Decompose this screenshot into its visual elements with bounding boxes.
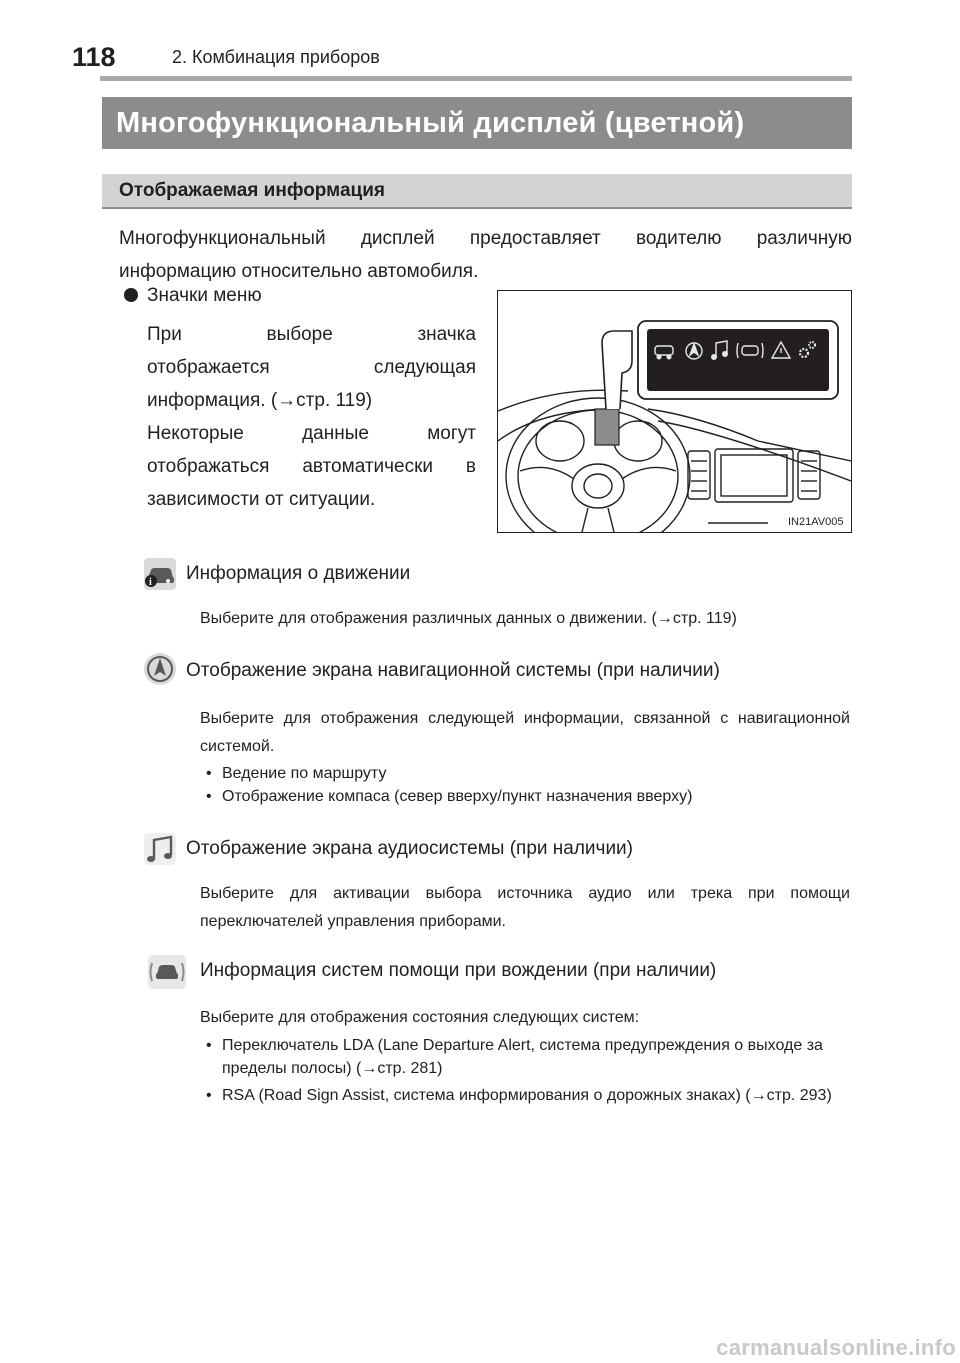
item-title: Информация о движении xyxy=(186,563,411,584)
menu-icons-heading: Значки меню xyxy=(147,285,262,306)
intro-paragraph: Многофункциональный дисплей предоставляет водителю различную информацию относительно автомобиля. xyxy=(119,228,852,282)
bullet-dot-icon xyxy=(124,288,138,302)
menu-icons-line: отображаться автоматически в xyxy=(147,456,476,477)
item-bullet-list xyxy=(200,762,850,808)
item-title: Отображение экрана навигационной системы (при наличии) xyxy=(186,660,720,681)
header-rule xyxy=(100,76,852,81)
page-number: 118 xyxy=(72,42,116,72)
driving-assist-icon xyxy=(147,954,187,995)
section-title-band xyxy=(102,97,852,149)
dashboard-illustration xyxy=(497,290,852,533)
figure-label: IN21AV005 xyxy=(788,516,844,528)
menu-icons-text xyxy=(147,318,476,516)
list-item: • Переключатель LDA (Lane Departure Alert, система предупреждения о выходе за пределы полосы) (→стр. 281) xyxy=(200,1034,850,1080)
audio-icon xyxy=(143,832,177,871)
item-description: Выберите для отображения состояния следующих систем: xyxy=(200,1009,640,1026)
list-item: • RSA (Road Sign Assist, система информирования о дорожных знаках) (→стр. 293) xyxy=(200,1084,850,1107)
subsection-title-band xyxy=(102,174,852,209)
svg-text:i: i xyxy=(149,577,152,588)
navigation-icon xyxy=(143,652,177,691)
menu-icons-line: информация. (→стр. 119) xyxy=(147,390,373,411)
list-item: • Отображение компаса (север вверху/пункт назначения вверху) xyxy=(200,785,850,808)
item-title: Отображение экрана аудиосистемы (при наличии) xyxy=(186,838,634,859)
item-title: Информация систем помощи при вождении (при наличии) xyxy=(200,960,717,981)
section-title: Многофункциональный дисплей (цветной) xyxy=(116,107,745,139)
watermark: carmanualsonline.info xyxy=(716,1335,956,1360)
list-item: • Ведение по маршруту xyxy=(200,762,850,785)
item-description: Выберите для отображения следующей информации, связанной с навигационной системой. xyxy=(200,710,850,755)
item-description: Выберите для активации выбора источника аудио или трека при помощи переключателей управления приборами. xyxy=(200,885,850,930)
dashboard-drawing xyxy=(498,291,851,532)
menu-icons-line: зависимости от ситуации. xyxy=(147,489,376,510)
chapter-title: 2. Комбинация приборов xyxy=(172,47,380,67)
item-description: Выберите для отображения различных данных о движении. (→стр. 119) xyxy=(200,610,737,627)
menu-icons-line: Некоторые данные могут xyxy=(147,423,476,444)
menu-icons-line: отображается следующая xyxy=(147,357,476,378)
subsection-title: Отображаемая информация xyxy=(119,180,385,201)
menu-icons-line: При выборе значка xyxy=(147,324,476,345)
item-bullet-list xyxy=(200,1034,850,1107)
driving-info-icon xyxy=(143,557,177,596)
